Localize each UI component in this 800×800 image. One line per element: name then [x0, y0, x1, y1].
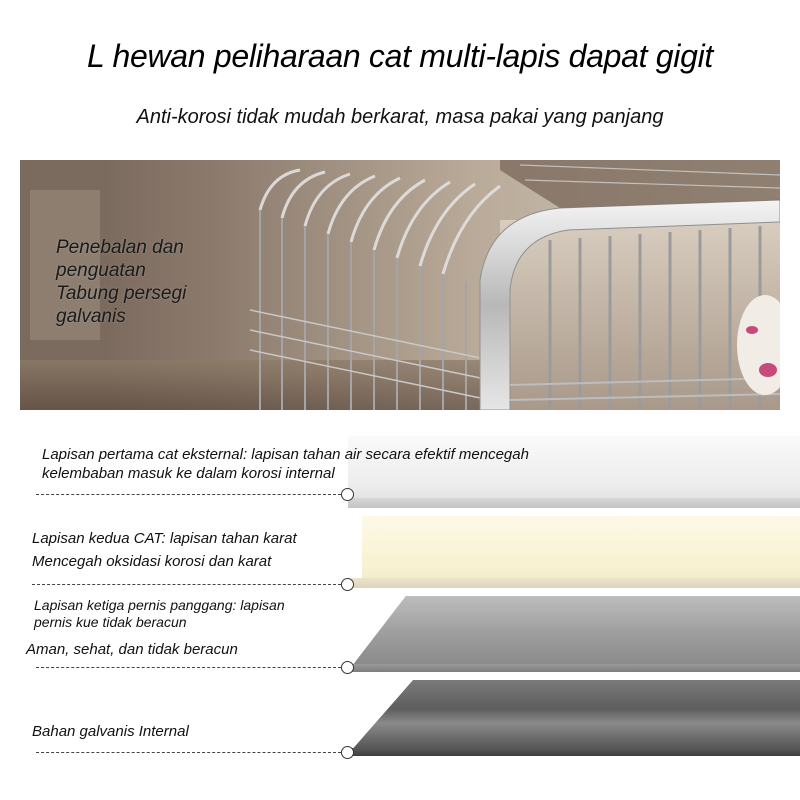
- coating-layer-1: [0, 430, 800, 514]
- page-subtitle: Anti-korosi tidak mudah berkarat, masa pakai yang panjang: [136, 106, 664, 128]
- layer-4-marker-dot: [341, 746, 354, 759]
- layer-2-edge: [348, 578, 800, 588]
- layer-4-edge: [348, 748, 800, 756]
- layer-4-label-line: Bahan galvanis Internal: [32, 723, 189, 740]
- caption-line: galvanis: [56, 306, 126, 327]
- layer-1-label-line: Lapisan pertama cat eksternal: lapisan tahan air secara efektif mencegah: [42, 446, 529, 463]
- layer-2-label-line: Mencegah oksidasi korosi dan karat: [32, 553, 272, 570]
- layer-4-slab: [350, 680, 800, 752]
- layer-1-label-line: kelembaban masuk ke dalam korosi internal: [42, 465, 335, 482]
- layer-3-marker-dot: [341, 661, 354, 674]
- layer-2-marker-dot: [341, 578, 354, 591]
- layer-2-slab: [362, 516, 800, 586]
- caption-line: Penebalan dan: [56, 237, 184, 258]
- layer-3-label-line: Lapisan ketiga pernis panggang: lapisan: [34, 597, 285, 613]
- layer-3-label-line: Aman, sehat, dan tidak beracun: [26, 641, 238, 658]
- caption-line: penguatan: [56, 260, 146, 281]
- layer-4-leader-line: [36, 752, 341, 753]
- coating-layer-3: [0, 594, 800, 678]
- coating-layer-2: [0, 512, 800, 596]
- product-photo: [20, 160, 780, 410]
- layer-3-edge: [348, 664, 800, 672]
- layer-2-leader-line: [32, 584, 341, 585]
- photo-caption: [56, 236, 186, 328]
- layer-3-label-line: pernis kue tidak beracun: [34, 614, 187, 630]
- layer-1-leader-line: [36, 494, 341, 495]
- layer-1-marker-dot: [341, 488, 354, 501]
- layer-2-label-line: Lapisan kedua CAT: lapisan tahan karat: [32, 530, 297, 547]
- page-title: L hewan peliharaan cat multi-lapis dapat gigit: [86, 38, 713, 74]
- layer-3-leader-line: [36, 667, 341, 668]
- layer-3-slab: [352, 596, 800, 666]
- caption-line: Tabung persegi: [56, 283, 187, 304]
- layer-1-edge: [348, 498, 800, 508]
- coating-layer-4: [0, 676, 800, 760]
